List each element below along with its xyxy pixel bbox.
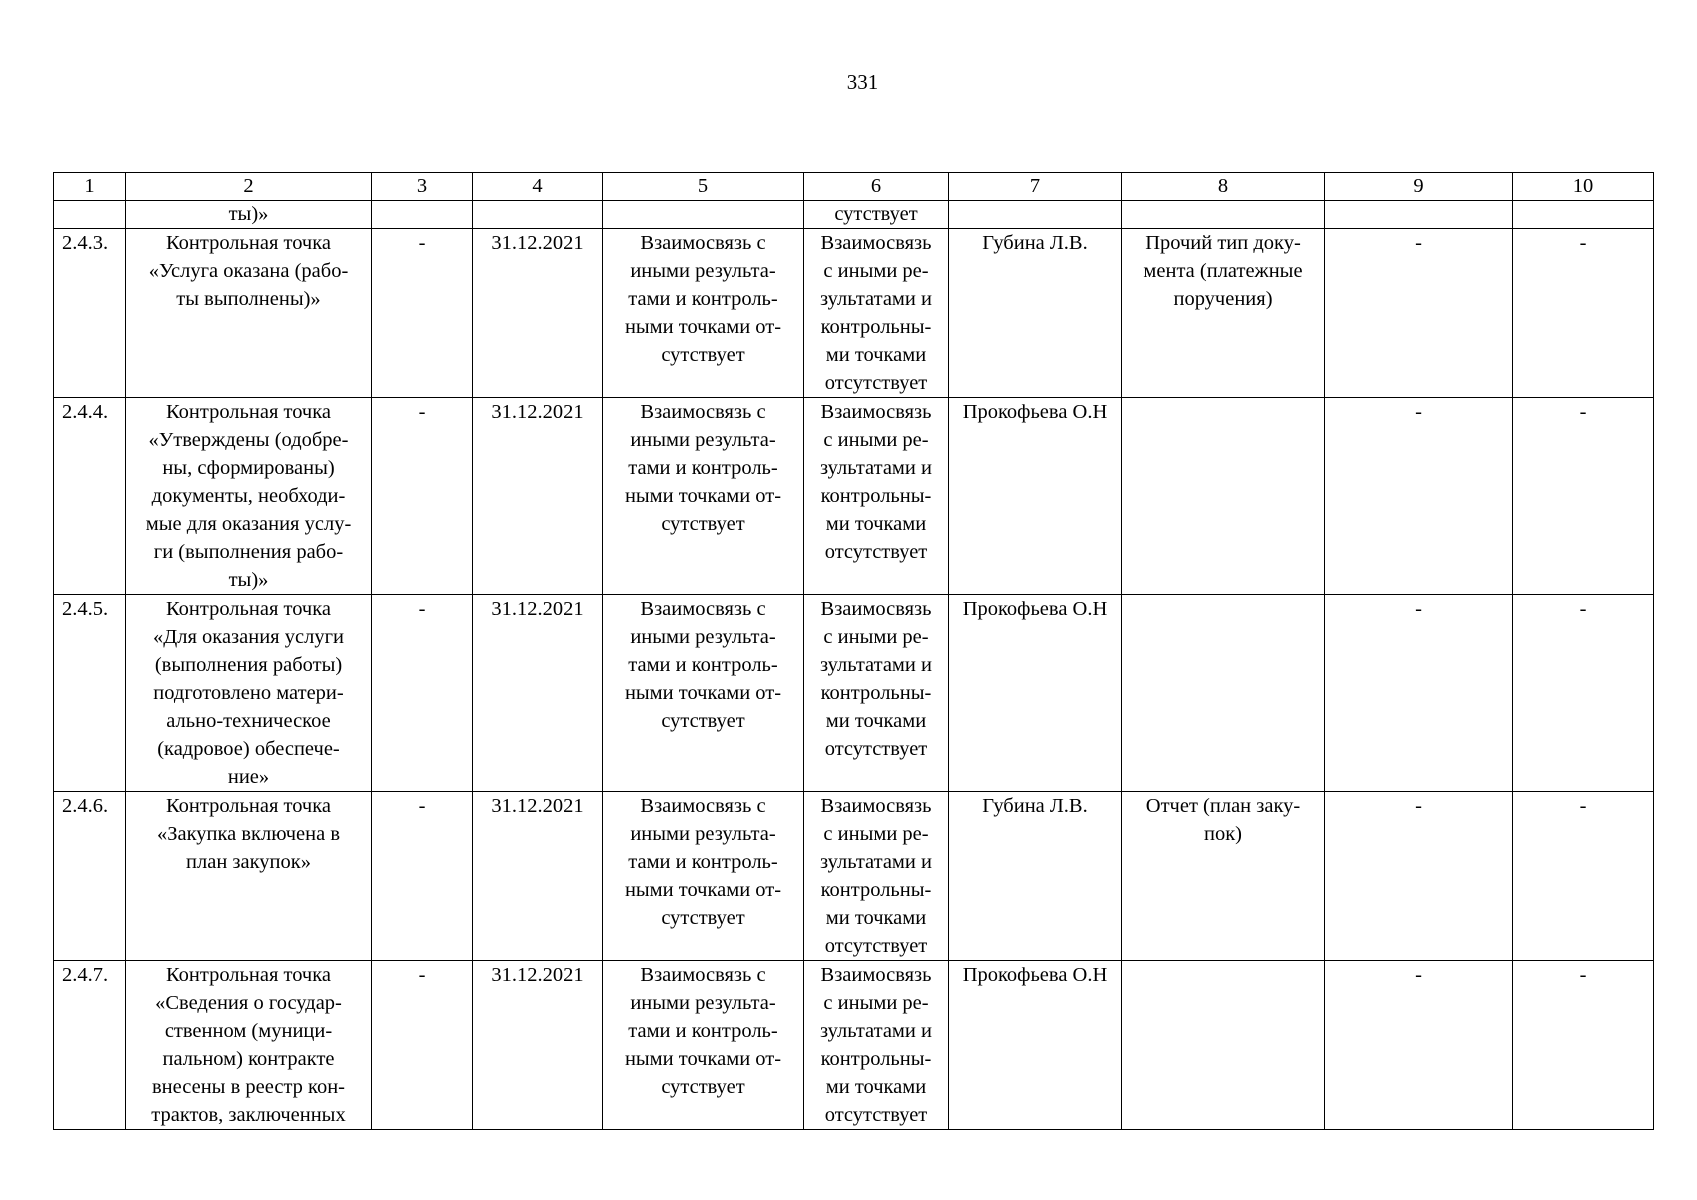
control-point-name: Контрольная точка «Услуга оказана (рабо- ты выполнены)»: [126, 229, 372, 398]
column-number: 9: [1325, 173, 1513, 201]
document-type: Прочий тип доку- мента (платежные поручения): [1122, 229, 1325, 398]
relationship-text: Взаимосвязь с иными ре- зультатами и контрольны- ми точками отсутствует: [804, 595, 949, 792]
column-number: 6: [804, 173, 949, 201]
table-cell: -: [372, 398, 473, 595]
table-cell: -: [1325, 792, 1513, 961]
table-cell: [603, 201, 804, 229]
table-cell: ты)»: [126, 201, 372, 229]
relationship-text: Взаимосвязь с иными ре- зультатами и контрольны- ми точками отсутствует: [804, 792, 949, 961]
table-cell: [54, 201, 126, 229]
relationship-text: Взаимосвязь с иными результа- тами и контроль- ными точками от- сутствует: [603, 961, 804, 1130]
table-cell: сутствует: [804, 201, 949, 229]
page-number: 331: [846, 70, 879, 94]
table-cell: -: [1513, 229, 1654, 398]
due-date: 31.12.2021: [473, 229, 603, 398]
table-cell: -: [1513, 961, 1654, 1130]
table-cell: -: [1513, 595, 1654, 792]
relationship-text: Взаимосвязь с иными результа- тами и контроль- ными точками от- сутствует: [603, 398, 804, 595]
table-cell: -: [1325, 961, 1513, 1130]
table-cell: -: [372, 229, 473, 398]
responsible-person: Прокофьева О.Н: [949, 398, 1122, 595]
due-date: 31.12.2021: [473, 792, 603, 961]
table-cell: [1325, 201, 1513, 229]
due-date: 31.12.2021: [473, 961, 603, 1130]
relationship-text: Взаимосвязь с иными результа- тами и контроль- ными точками от- сутствует: [603, 792, 804, 961]
relationship-text: Взаимосвязь с иными результа- тами и контроль- ными точками от- сутствует: [603, 229, 804, 398]
table-cell: [1122, 201, 1325, 229]
item-number: 2.4.4.: [54, 398, 126, 595]
table-cell: -: [1513, 792, 1654, 961]
relationship-text: Взаимосвязь с иными результа- тами и контроль- ными точками от- сутствует: [603, 595, 804, 792]
control-point-name: Контрольная точка «Закупка включена в план закупок»: [126, 792, 372, 961]
column-number: 7: [949, 173, 1122, 201]
item-number: 2.4.7.: [54, 961, 126, 1130]
document-type: [1122, 961, 1325, 1130]
column-number: 10: [1513, 173, 1654, 201]
responsible-person: Прокофьева О.Н: [949, 595, 1122, 792]
column-number: 8: [1122, 173, 1325, 201]
table-cell: [372, 201, 473, 229]
table-cell: -: [1325, 398, 1513, 595]
relationship-text: Взаимосвязь с иными ре- зультатами и контрольны- ми точками отсутствует: [804, 229, 949, 398]
document-type: Отчет (план заку- пок): [1122, 792, 1325, 961]
table-row: [54, 961, 1654, 1130]
table-cell: -: [1513, 398, 1654, 595]
control-point-name: Контрольная точка «Сведения о государ- ственном (муници- пальном) контракте внесены в реестр кон- трактов, заключенных: [126, 961, 372, 1130]
table-row: [54, 229, 1654, 398]
table-cell: -: [1325, 595, 1513, 792]
document-type: [1122, 398, 1325, 595]
due-date: 31.12.2021: [473, 595, 603, 792]
column-number: 2: [126, 173, 372, 201]
table-cell: [949, 201, 1122, 229]
table-row: [54, 398, 1654, 595]
table-cell: -: [1325, 229, 1513, 398]
item-number: 2.4.6.: [54, 792, 126, 961]
table-cell: -: [372, 792, 473, 961]
control-point-name: Контрольная точка «Для оказания услуги (выполнения работы) подготовлено матери- ально-техническое (кадровое) обеспече- ние»: [126, 595, 372, 792]
due-date: 31.12.2021: [473, 398, 603, 595]
column-number: 4: [473, 173, 603, 201]
responsible-person: Губина Л.В.: [949, 229, 1122, 398]
responsible-person: Прокофьева О.Н: [949, 961, 1122, 1130]
table-cell: -: [372, 961, 473, 1130]
table-row: [54, 595, 1654, 792]
table-row: [54, 792, 1654, 961]
item-number: 2.4.3.: [54, 229, 126, 398]
table-cell: [1513, 201, 1654, 229]
responsible-person: Губина Л.В.: [949, 792, 1122, 961]
control-point-name: Контрольная точка «Утверждены (одобре- ны, сформированы) документы, необходи- мые для оказания услу- ги (выполнения рабо- ты)»: [126, 398, 372, 595]
continuation-row: [54, 201, 1654, 229]
relationship-text: Взаимосвязь с иными ре- зультатами и контрольны- ми точками отсутствует: [804, 398, 949, 595]
column-number-row: [54, 173, 1654, 201]
document-type: [1122, 595, 1325, 792]
column-number: 5: [603, 173, 804, 201]
control-points-table: [53, 172, 1654, 1130]
column-number: 1: [54, 173, 126, 201]
table-cell: [473, 201, 603, 229]
table-cell: -: [372, 595, 473, 792]
column-number: 3: [372, 173, 473, 201]
item-number: 2.4.5.: [54, 595, 126, 792]
relationship-text: Взаимосвязь с иными ре- зультатами и контрольны- ми точками отсутствует: [804, 961, 949, 1130]
